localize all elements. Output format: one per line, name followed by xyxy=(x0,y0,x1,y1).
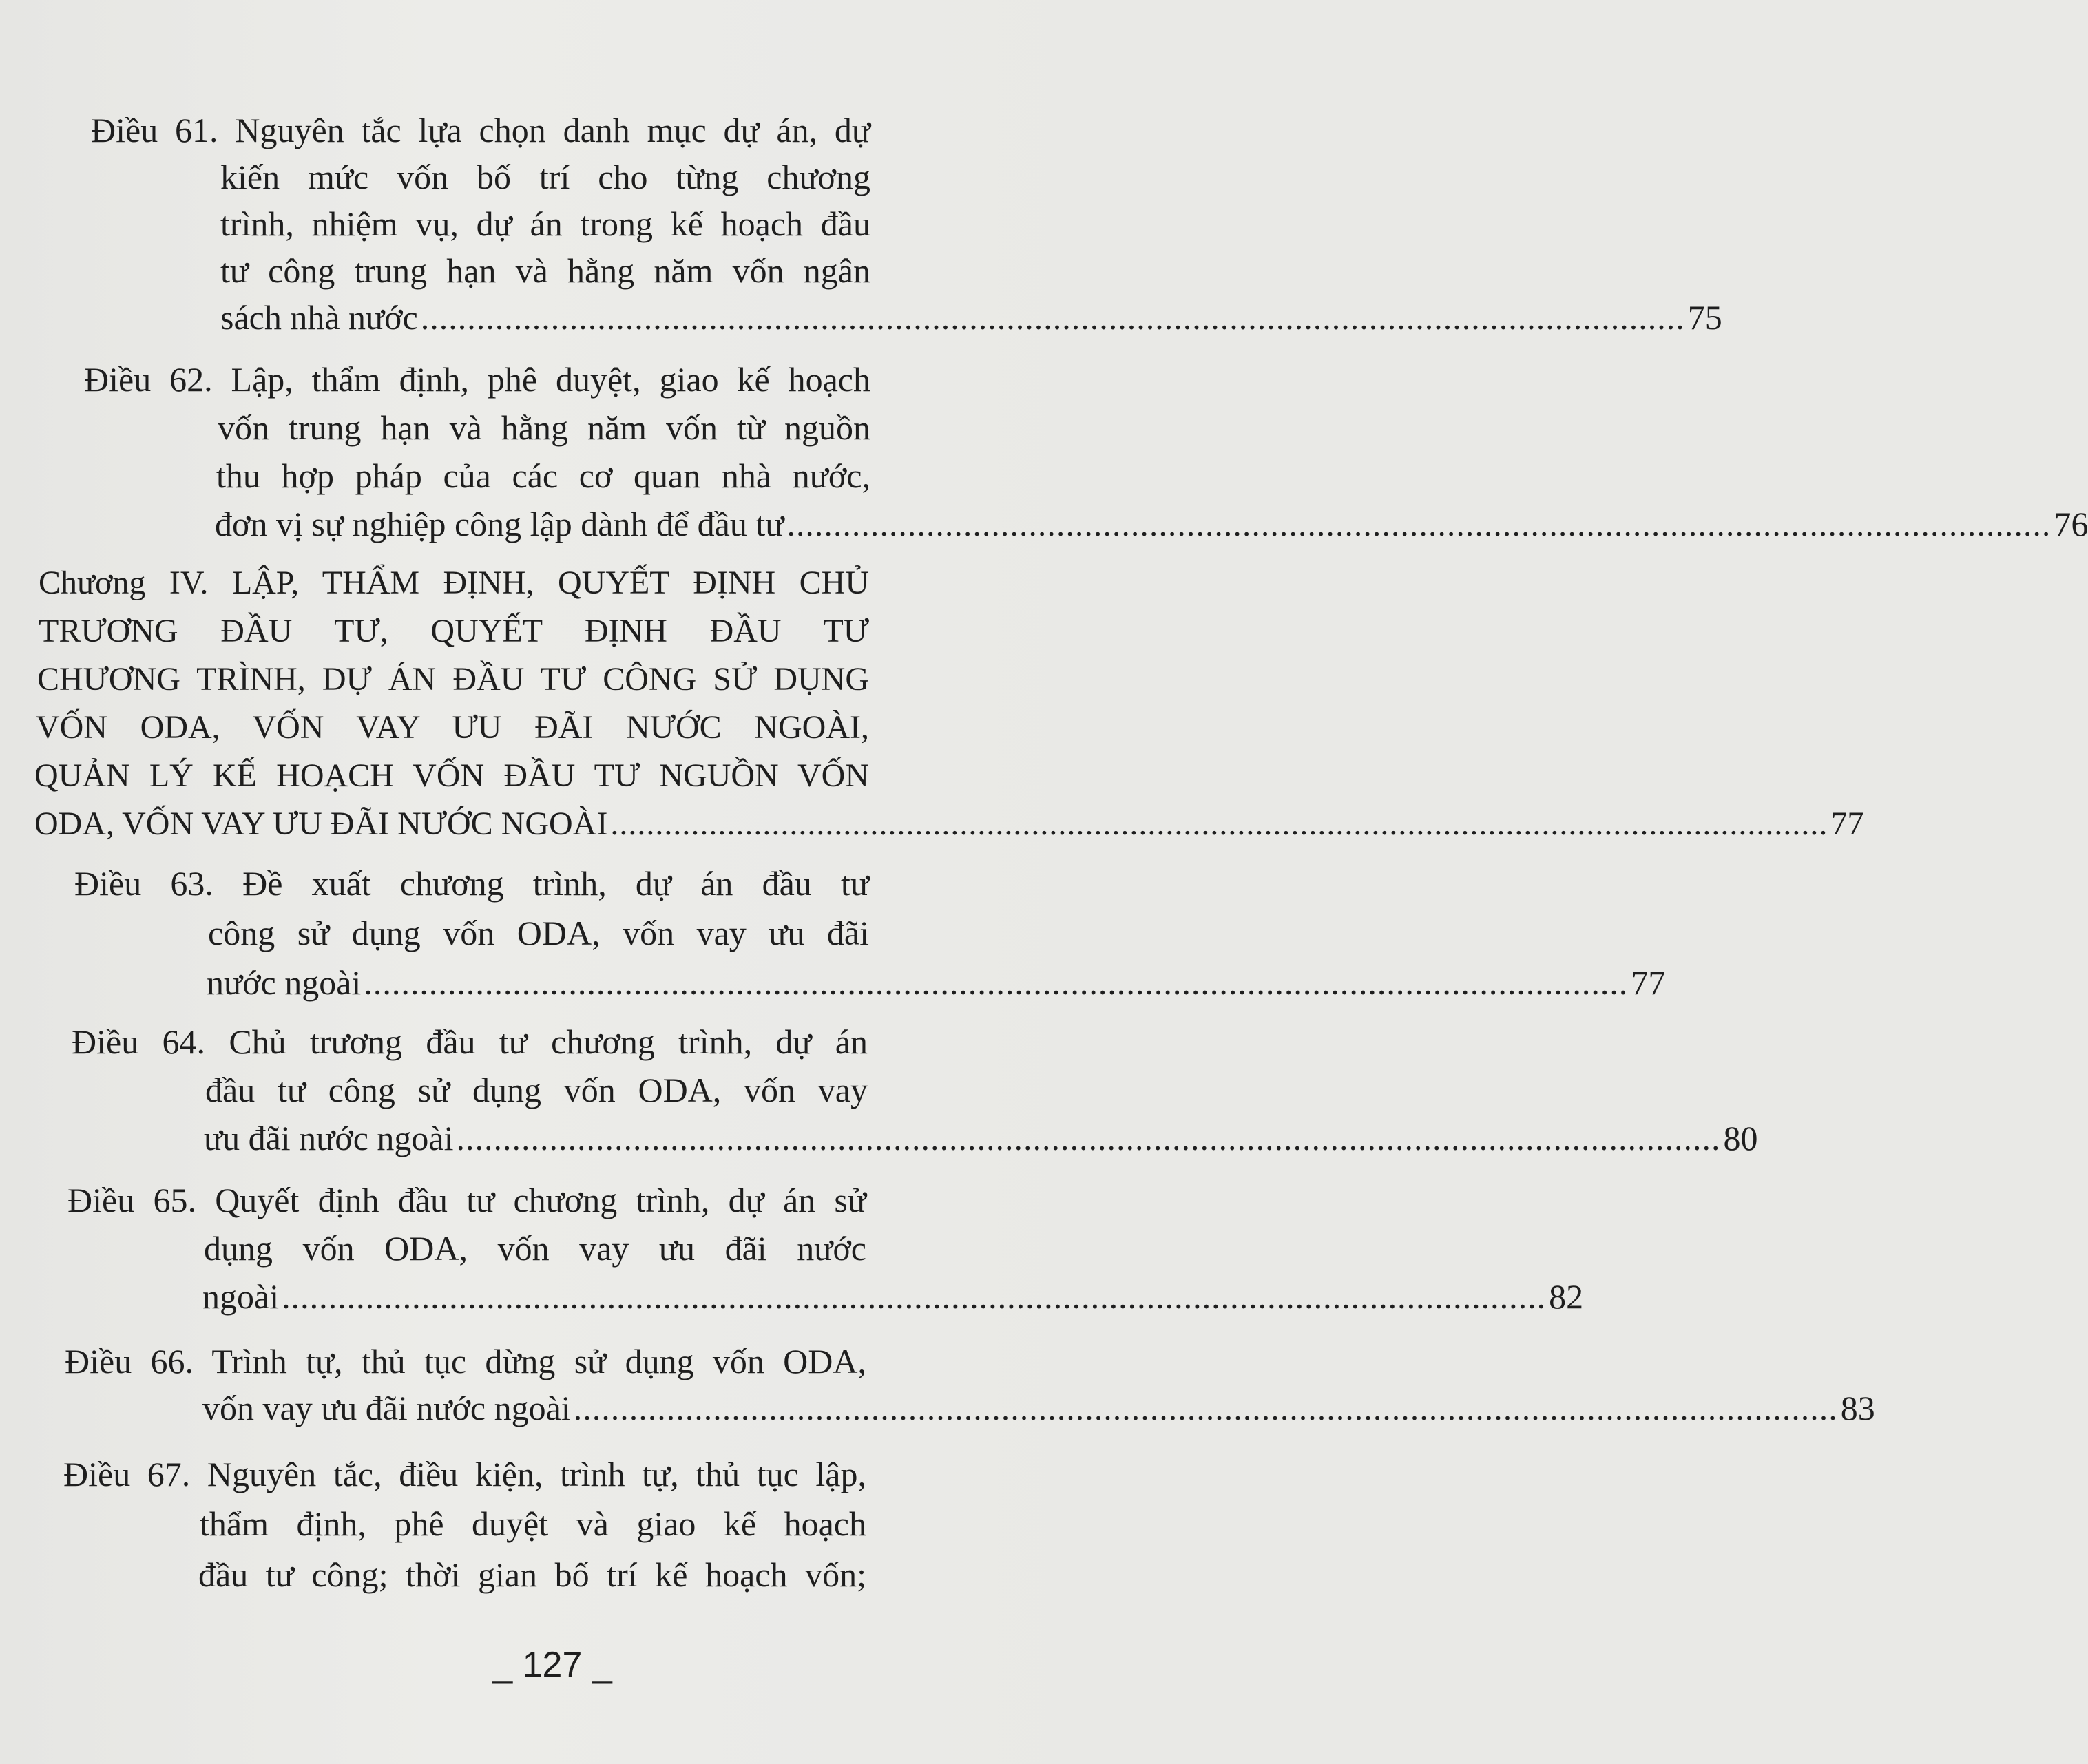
toc-entry-last-line xyxy=(215,503,2088,545)
toc-entry-text: ngoài xyxy=(202,1277,280,1316)
toc-page-number: 77 xyxy=(1631,963,1666,1002)
toc-entry-text: sách nhà nước xyxy=(220,298,418,337)
toc-entry-line xyxy=(39,562,869,605)
dot-leader: ........................................................................................................................................ xyxy=(420,298,1685,337)
toc-page-number: 82 xyxy=(1549,1277,1584,1316)
toc-entry-text: VỐN ODA, VỐN VAY ƯU ĐÃI NƯỚC NGOÀI, xyxy=(36,709,869,746)
toc-entry-text: Quyết định đầu tư chương trình, dự án sử xyxy=(215,1181,866,1219)
toc-entry-text: kiến mức vốn bố trí cho từng chương xyxy=(220,158,870,196)
dot-leader: ........................................................................................................................................ xyxy=(456,1119,1721,1157)
toc-entry-label: Điều 64. xyxy=(72,1022,205,1061)
page-number: _ 127 _ xyxy=(492,1645,612,1685)
toc-entry-text: Nguyên tắc lựa chọn danh mục dự án, dự xyxy=(235,111,871,149)
toc-page-number: 76 xyxy=(2054,505,2088,543)
toc-entry-last-line xyxy=(207,961,1666,1004)
dot-leader: ........................................................................................................................................ xyxy=(282,1277,1547,1316)
toc-page-number: 75 xyxy=(1687,298,1722,337)
toc-entry-text: công sử dụng vốn ODA, vốn vay ưu đãi xyxy=(208,914,869,952)
toc-entry-line xyxy=(91,109,870,151)
toc-entry-line xyxy=(72,1020,868,1063)
toc-entry-text: Chủ trương đầu tư chương trình, dự án xyxy=(229,1022,868,1061)
dot-leader: ........................................................................................................................................ xyxy=(364,963,1629,1002)
toc-entry-text: thẩm định, phê duyệt và giao kế hoạch xyxy=(200,1504,866,1543)
toc-entry-text: LẬP, THẨM ĐỊNH, QUYẾT ĐỊNH CHỦ xyxy=(231,565,870,601)
toc-entry-text: đầu tư công; thời gian bố trí kế hoạch vốn; xyxy=(198,1555,866,1594)
toc-entry-line xyxy=(63,1453,866,1495)
toc-entry-label: Điều 63. xyxy=(74,864,213,903)
toc-entry-line xyxy=(65,1340,866,1383)
toc-page-number: 77 xyxy=(1830,806,1864,842)
toc-entry-text: vốn trung hạn và hằng năm vốn từ nguồn xyxy=(218,408,870,447)
dot-leader: ........................................................................................................................................ xyxy=(573,1389,1838,1427)
toc-entry-text: dụng vốn ODA, vốn vay ưu đãi nước xyxy=(204,1229,866,1268)
toc-entry-last-line xyxy=(202,1275,1584,1318)
toc-entry-line xyxy=(84,358,870,401)
toc-page-number: 83 xyxy=(1840,1389,1875,1427)
toc-entry-text: nước ngoài xyxy=(207,963,362,1002)
toc-entry-text: vốn vay ưu đãi nước ngoài xyxy=(202,1389,571,1427)
toc-entry-last-line xyxy=(202,1387,1875,1429)
toc-entry-label: Điều 66. xyxy=(65,1342,194,1380)
toc-entry-label: Điều 61. xyxy=(91,111,218,149)
toc-entry-text: CHƯƠNG TRÌNH, DỰ ÁN ĐẦU TƯ CÔNG SỬ DỤNG xyxy=(37,661,869,697)
toc-entry-text: Nguyên tắc, điều kiện, trình tự, thủ tục lập, xyxy=(207,1455,867,1493)
toc-entry-text: ODA, VỐN VAY ƯU ĐÃI NƯỚC NGOÀI xyxy=(34,806,608,842)
toc-entry-text: trình, nhiệm vụ, dự án trong kế hoạch đầu xyxy=(220,204,870,243)
toc-entry-last-line xyxy=(34,803,1864,846)
toc-entry-last-line xyxy=(204,1117,1758,1159)
toc-entry-label: Điều 65. xyxy=(67,1181,196,1219)
toc-entry-label: Chương IV. xyxy=(39,565,209,601)
toc-entry-text: Đề xuất chương trình, dự án đầu tư xyxy=(242,864,869,903)
toc-entry-last-line xyxy=(220,296,1722,339)
toc-entry-text: thu hợp pháp của các cơ quan nhà nước, xyxy=(216,456,870,495)
toc-entry-text: Trình tự, thủ tục dừng sử dụng vốn ODA, xyxy=(211,1342,866,1380)
toc-entry-text: ưu đãi nước ngoài xyxy=(204,1119,454,1157)
toc-page-number: 80 xyxy=(1723,1119,1758,1157)
toc-entry-label: Điều 67. xyxy=(63,1455,191,1493)
toc-entry-label: Điều 62. xyxy=(84,360,213,399)
toc-entry-line xyxy=(67,1179,866,1221)
dot-leader: ........................................................................................................................................ xyxy=(610,806,1828,842)
toc-entry-text: Lập, thẩm định, phê duyệt, giao kế hoạch xyxy=(231,360,870,399)
toc-entry-text: tư công trung hạn và hằng năm vốn ngân xyxy=(220,251,870,290)
toc-entry-text: QUẢN LÝ KẾ HOẠCH VỐN ĐẦU TƯ NGUỒN VỐN xyxy=(34,757,869,794)
toc-entry-line xyxy=(74,862,869,905)
toc-entry-text: đơn vị sự nghiệp công lập dành để đầu tư xyxy=(215,505,784,543)
toc-entry-text: TRƯƠNG ĐẦU TƯ, QUYẾT ĐỊNH ĐẦU TƯ xyxy=(39,613,869,649)
toc-entry-text: đầu tư công sử dụng vốn ODA, vốn vay xyxy=(205,1071,868,1109)
dot-leader: ........................................................................................................................................ xyxy=(786,505,2052,543)
